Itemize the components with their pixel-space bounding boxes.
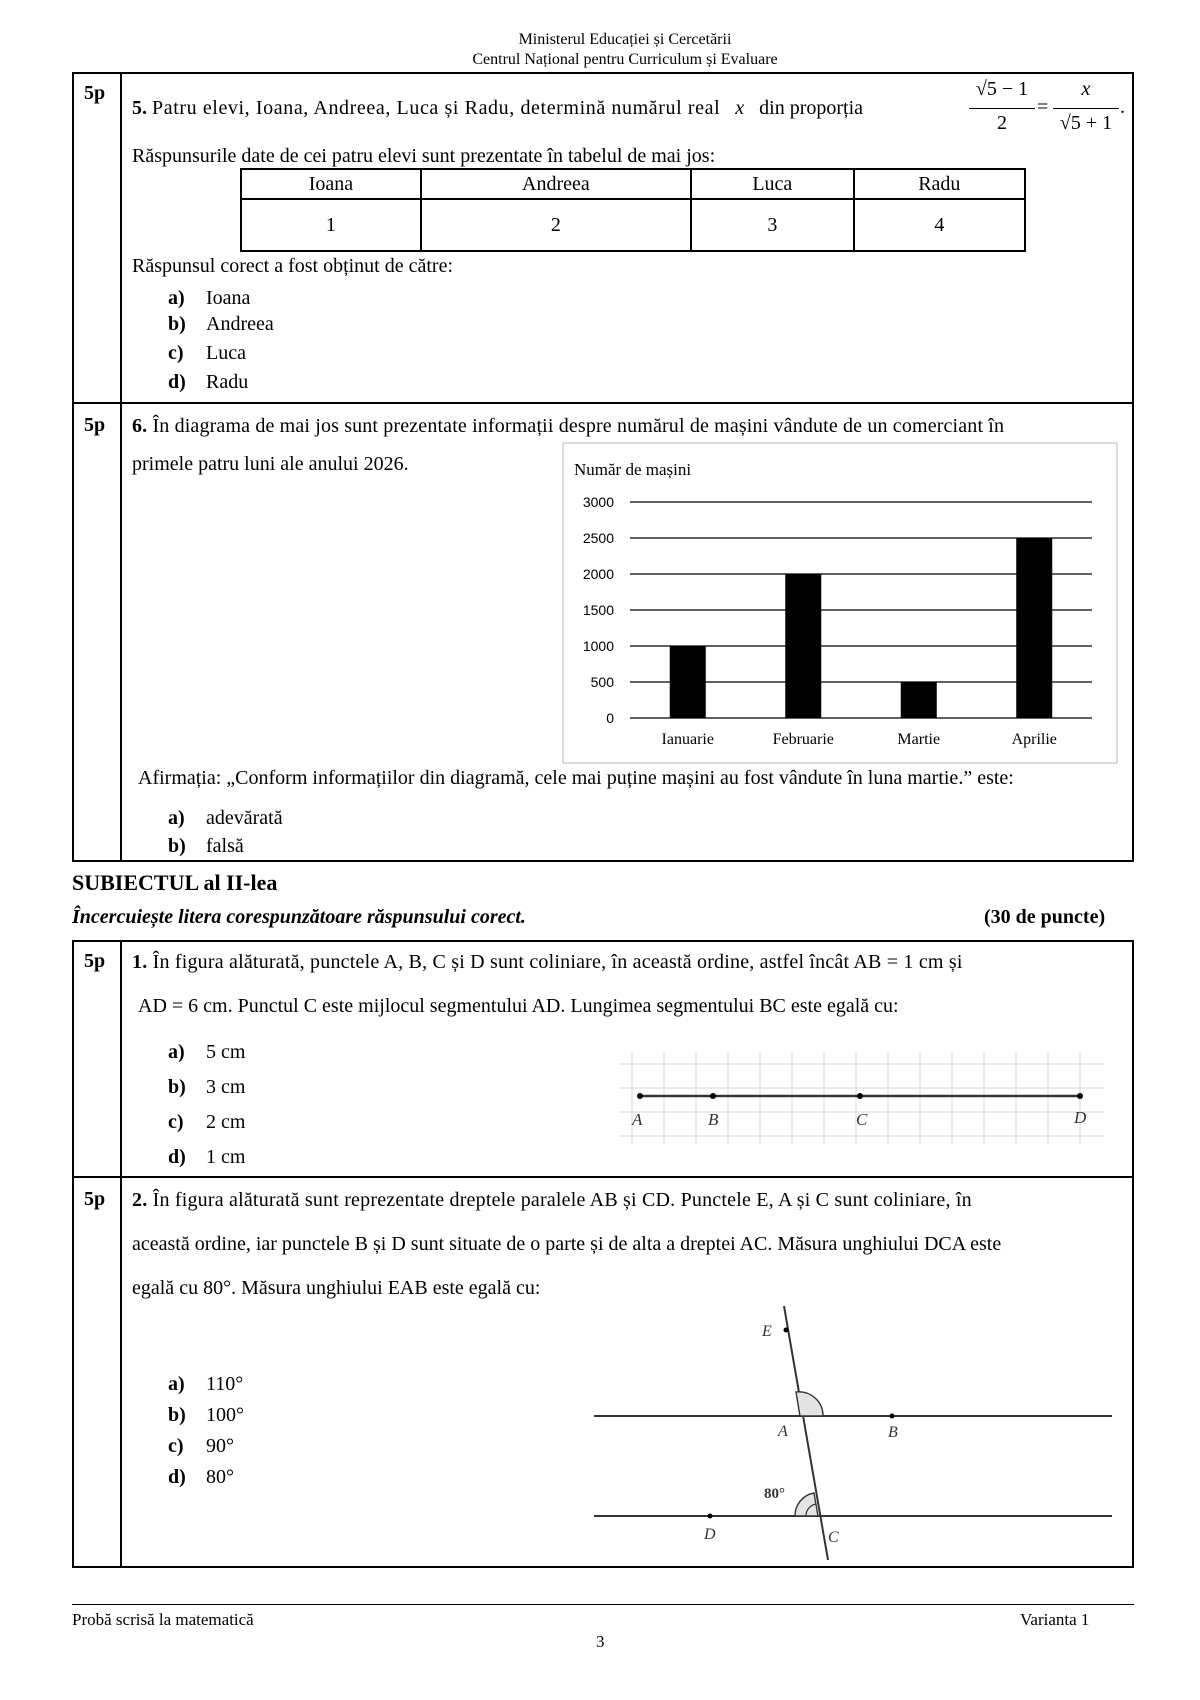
q5-stem2: din proporția (759, 97, 864, 119)
s2q2-stem: În figura alăturată sunt reprezentate dreptele paralele AB și CD. Punctele E, A și C sunt coliniare, în (152, 1189, 972, 1211)
q5-question: Răspunsul corect a fost obținut de către: (132, 255, 454, 277)
frac-left-bar (969, 108, 1035, 109)
option-b[interactable] (168, 1403, 244, 1427)
bar (785, 574, 821, 718)
transversal-line (784, 1306, 828, 1560)
q5-text (132, 96, 863, 120)
point-a (637, 1093, 643, 1099)
s2q2-line2: această ordine, iar punctele B și D sunt situate de o parte și de alta a dreptei AC. Măsura unghiului DCA este (132, 1233, 1002, 1255)
s2q1-line1 (132, 950, 963, 974)
option-letter: c) (168, 342, 184, 364)
table-value-cell: 1 (241, 199, 421, 251)
frac-left-den: 2 (997, 112, 1007, 134)
question-number: 2. (132, 1189, 148, 1211)
frac-right-den: √5 + 1 (1059, 112, 1113, 134)
x-tick-label: Ianuarie (661, 731, 714, 748)
option-text: Ioana (206, 287, 251, 309)
option-text: 5 cm (206, 1041, 246, 1063)
y-tick-label: 0 (606, 710, 614, 726)
option-letter: a) (168, 807, 185, 829)
footer-rule (72, 1604, 1134, 1605)
point-b (890, 1414, 895, 1419)
option-b[interactable] (168, 834, 244, 858)
option-letter: d) (168, 1466, 186, 1488)
equals-sign: = (1037, 96, 1049, 118)
bar (1016, 538, 1052, 718)
table-col-divider (120, 72, 122, 862)
y-tick-label: 3000 (582, 494, 614, 510)
option-text: 2 cm (206, 1111, 246, 1133)
footer-left: Probă scrisă la matematică (72, 1610, 254, 1629)
q5-table-intro: Răspunsurile date de cei patru elevi sunt prezentate în tabelul de mai jos: (132, 145, 716, 167)
label-d: D (704, 1526, 716, 1543)
option-text: 3 cm (206, 1076, 246, 1098)
option-c[interactable] (168, 1434, 234, 1458)
option-text: 80° (206, 1466, 234, 1488)
table-header-cell: Ioana (241, 169, 421, 199)
table-top-border (72, 940, 1134, 942)
chart-ylabel: Număr de mașini (574, 460, 692, 479)
q6-statement: Afirmația: „Conform informațiilor din diagramă, cele mai puține mașini au fost vândute în luna martie.” este: (138, 767, 1014, 789)
option-letter: a) (168, 1041, 185, 1063)
points-label: 5p (84, 414, 106, 436)
point-d (1077, 1093, 1083, 1099)
table-left-border (72, 940, 74, 1568)
option-a[interactable] (168, 806, 283, 830)
period: . (1120, 96, 1125, 118)
question-number: 5. (132, 97, 147, 119)
footer-right: Varianta 1 (1020, 1610, 1090, 1629)
option-text: 110° (206, 1373, 244, 1395)
table-col-divider (120, 940, 122, 1568)
collinear-points-figure (620, 1052, 1104, 1144)
bar (901, 682, 937, 718)
label-angle-80: 80° (764, 1486, 785, 1502)
table-header-cell: Andreea (421, 169, 691, 199)
points-label: 5p (84, 82, 106, 104)
label-b: B (888, 1424, 898, 1441)
table-value-cell: 3 (691, 199, 854, 251)
answers-table (240, 168, 1026, 252)
option-letter: a) (168, 1373, 185, 1395)
option-letter: b) (168, 1076, 186, 1098)
option-letter: d) (168, 1146, 186, 1168)
s2q1-line2: AD = 6 cm. Punctul C este mijlocul segmentului AD. Lungimea segmentului BC este egală cu: (138, 995, 899, 1017)
y-tick-label: 1000 (582, 638, 614, 654)
table-value-cell: 4 (854, 199, 1025, 251)
label-e: E (762, 1323, 772, 1340)
question-number: 1. (132, 951, 148, 973)
option-b[interactable] (168, 312, 274, 336)
y-tick-label: 2500 (582, 530, 614, 546)
section-score: (30 de puncte) (984, 906, 1106, 928)
point-c (857, 1093, 863, 1099)
option-text: 100° (206, 1404, 244, 1426)
bar-chart (562, 442, 1118, 764)
s2q2-line1 (132, 1188, 972, 1212)
x-tick-label: Martie (897, 731, 941, 748)
header-center: Centrul Național pentru Curriculum și Evaluare (472, 51, 778, 68)
s2q2-line3: egală cu 80°. Măsura unghiului EAB este egală cu: (132, 1277, 541, 1299)
option-text: 90° (206, 1435, 234, 1457)
label-d: D (1074, 1108, 1087, 1127)
frac-right-bar (1053, 108, 1119, 109)
question-number: 6. (132, 415, 148, 437)
table-header-cell: Radu (854, 169, 1025, 199)
option-b[interactable] (168, 1075, 245, 1099)
option-letter: b) (168, 835, 186, 857)
section-instruction: Încercuiește litera corespunzătoare răspunsului corect. (72, 906, 526, 928)
option-a[interactable] (168, 1040, 245, 1064)
point-b (710, 1093, 716, 1099)
frac-right-num: x (1081, 78, 1091, 100)
option-letter: b) (168, 1404, 186, 1426)
table-left-border (72, 72, 74, 862)
s2q1-stem: În figura alăturată, punctele A, B, C și D sunt coliniare, în această ordine, astfel încât AB = 1 cm și (152, 951, 963, 973)
y-tick-label: 500 (590, 674, 614, 690)
table-bottom-border (72, 1566, 1134, 1568)
var-x: x (735, 97, 745, 119)
point-d (708, 1514, 713, 1519)
option-text: Andreea (206, 313, 274, 335)
section-title: SUBIECTUL al II-lea (72, 870, 278, 895)
y-tick-label: 1500 (582, 602, 614, 618)
label-b: B (708, 1110, 719, 1129)
header-ministry: Ministerul Educației și Cercetării (518, 31, 732, 48)
proportion-formula (965, 78, 1125, 144)
option-letter: c) (168, 1435, 184, 1457)
option-c[interactable] (168, 1110, 245, 1134)
q5-stem: Patru elevi, Ioana, Andreea, Luca și Radu, determină numărul real (152, 97, 721, 119)
bar (670, 646, 706, 718)
angle-eab-mark (796, 1392, 823, 1416)
x-tick-label: Aprilie (1011, 731, 1057, 748)
y-tick-label: 2000 (582, 566, 614, 582)
label-c: C (856, 1110, 868, 1129)
option-d[interactable] (168, 1145, 245, 1169)
parallel-lines-figure (592, 1306, 1122, 1564)
q6-stem: În diagrama de mai jos sunt prezentate informații despre numărul de mașini vândute de un comerciant în (152, 415, 1005, 437)
option-text: Luca (206, 342, 246, 364)
table-right-border (1132, 940, 1134, 1568)
option-d[interactable] (168, 1465, 234, 1489)
points-label: 5p (84, 950, 106, 972)
option-text: falsă (206, 835, 244, 857)
option-letter: d) (168, 371, 186, 393)
option-c[interactable] (168, 341, 246, 365)
table-value-cell: 2 (421, 199, 691, 251)
x-tick-label: Februarie (772, 731, 834, 748)
option-letter: b) (168, 313, 186, 335)
q6-text-line2: primele patru luni ale anului 2026. (132, 453, 409, 475)
option-a[interactable] (168, 1372, 243, 1396)
option-letter: c) (168, 1111, 184, 1133)
frac-left-num: √5 − 1 (975, 78, 1029, 100)
q6-text-line1 (132, 414, 1004, 438)
option-text: 1 cm (206, 1146, 246, 1168)
row-divider (72, 1176, 1134, 1178)
label-c: C (828, 1529, 839, 1546)
row-divider (72, 402, 1134, 404)
option-d[interactable] (168, 370, 248, 394)
table-header-cell: Luca (691, 169, 854, 199)
table-bottom-border (72, 860, 1134, 862)
label-a: A (778, 1423, 788, 1440)
label-a: A (632, 1110, 643, 1129)
points-label: 5p (84, 1188, 106, 1210)
page-number: 3 (596, 1632, 605, 1651)
table-top-border (72, 72, 1134, 74)
table-right-border (1132, 72, 1134, 862)
option-letter: a) (168, 287, 185, 309)
option-a[interactable] (168, 286, 250, 310)
point-e (784, 1328, 789, 1333)
option-text: Radu (206, 371, 249, 393)
option-text: adevărată (206, 807, 283, 829)
